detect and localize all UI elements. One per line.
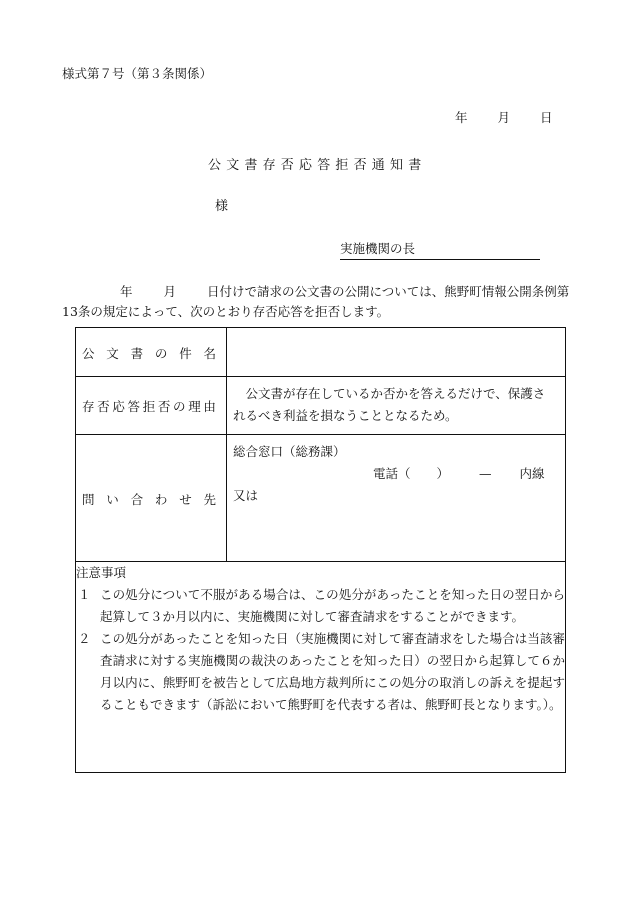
label-cell [76, 328, 227, 377]
table-row [76, 562, 566, 773]
row1-label [76, 344, 226, 362]
label-char: 否 [157, 399, 171, 414]
phone-label: 電話（ [373, 466, 411, 481]
date-month: 月 [497, 110, 510, 125]
addressee: 様 [215, 199, 229, 214]
date-line [455, 108, 552, 126]
label-char: 文 [106, 346, 119, 361]
contact-cell [227, 435, 566, 562]
label-char: 否 [97, 399, 110, 414]
document-name-cell [227, 328, 566, 377]
label-cell [76, 435, 227, 562]
label-char: 由 [203, 399, 216, 414]
organization-head: 実施機関の長 [340, 239, 540, 260]
phone-extension: 内線 [519, 466, 545, 481]
label-char: 理 [188, 399, 201, 414]
reason-text: 公文書が存在しているか否かを答えるだけで、保護されるべき利益を損なうこととなるため。 [233, 386, 546, 423]
note-number: １ [78, 587, 91, 602]
reason-cell [227, 377, 566, 435]
phone-close: ） [436, 466, 450, 481]
label-char: 答 [127, 399, 141, 414]
table-row [76, 328, 566, 377]
info-table [75, 327, 566, 773]
note-item [76, 584, 565, 628]
notice-paragraph [62, 282, 574, 322]
label-char: 存 [82, 399, 95, 414]
contact-or: 又は [233, 488, 259, 503]
label-char: 件 [179, 346, 192, 361]
label-char: せ [179, 492, 192, 507]
label-char: の [173, 399, 186, 414]
notes-heading: 注意事項 [76, 565, 127, 580]
note-item [76, 628, 565, 716]
label-char: の [154, 346, 168, 361]
contact-block [227, 435, 565, 507]
contact-office: 総合窓口（総務課） [233, 444, 346, 459]
label-char: わ [154, 492, 168, 507]
row3-label [76, 490, 226, 508]
note-number: ２ [78, 631, 91, 646]
row2-label [76, 397, 226, 415]
notes-cell [76, 562, 566, 773]
label-char: 応 [112, 399, 125, 414]
label-char: 名 [203, 346, 216, 361]
table-row [76, 377, 566, 435]
label-char: い [106, 492, 119, 507]
contact-phone [233, 463, 559, 485]
note-text: この処分について不服がある場合は、この処分があったことを知った日の翌日から起算して３か月以内に、実施機関に対して審査請求をすることができます。 [100, 587, 565, 624]
table-row [76, 435, 566, 562]
label-char: 公 [82, 346, 95, 361]
date-year: 年 [455, 110, 468, 125]
label-char: 問 [82, 492, 95, 507]
label-char: 書 [130, 346, 144, 361]
phone-dash: — [479, 466, 492, 481]
form-number: 様式第７号（第３条関係） [62, 66, 213, 81]
document-title: 公文書存否応答拒否通知書 [208, 158, 427, 173]
date-day: 日 [539, 110, 553, 125]
label-cell [76, 377, 227, 435]
note-text: この処分があったことを知った日（実施機関に対して審査請求をした場合は当該審査請求に対する実施機関の裁決のあったことを知った日）の翌日から起算して６か月以内に、熊野町を被告として広島地方裁判所にこの処分の取消しの訴えを提起することもできます（訴訟において熊野町を代表する者は、熊野町長となります。）。 [100, 631, 565, 712]
label-char: 拒 [142, 399, 156, 414]
label-char: 先 [203, 492, 216, 507]
body-year: 年 [120, 284, 133, 299]
body-text: 日付けで請求の公文書の公開については、熊野町情報公開条例第13条の規定によって、次のとおり存否応答を拒否します。 [62, 284, 570, 319]
label-char: 合 [130, 492, 144, 507]
body-month: 月 [163, 284, 177, 299]
